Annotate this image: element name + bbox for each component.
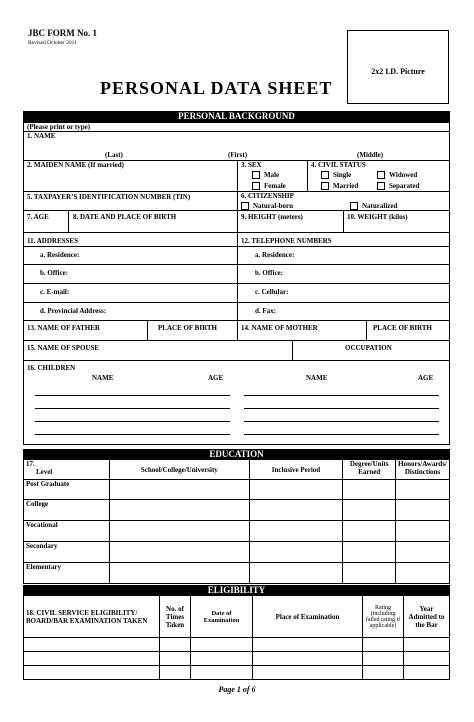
occupation-label: OCCUPATION: [345, 344, 392, 352]
father-label: 13. NAME OF FATHER: [27, 324, 100, 332]
addresses-label: 11. ADDRESSES: [27, 237, 78, 245]
civil-widowed-option[interactable]: Widowed: [377, 171, 417, 179]
name-label: 1. NAME: [27, 132, 56, 140]
section-education: EDUCATION: [23, 449, 450, 459]
page-number: Page 1 of 6: [218, 685, 256, 694]
citizenship-label: 6. CITIZENSHIP: [241, 192, 294, 200]
civil-married-option[interactable]: Married: [321, 182, 358, 190]
school-header: School/College/University: [109, 460, 249, 480]
eligibility-table: [23, 595, 450, 680]
widowed-checkbox[interactable]: [377, 171, 385, 179]
children-name-header-right: NAME: [306, 374, 328, 382]
children-label: 16. CHILDREN: [27, 364, 76, 372]
maiden-name-label: 2. MAIDEN NAME (If married): [27, 161, 125, 169]
level-cell: College: [24, 500, 110, 521]
children-age-header-right: AGE: [418, 374, 434, 382]
child-line[interactable]: [244, 421, 439, 422]
tel-office[interactable]: b. Office:: [255, 269, 283, 277]
degree-header: Degree/Units Earned: [343, 460, 396, 480]
single-checkbox[interactable]: [321, 171, 329, 179]
page-title: PERSONAL DATA SHEET: [100, 78, 333, 98]
last-label: (Last): [105, 151, 123, 159]
tel-residence[interactable]: a. Residence:: [255, 251, 295, 259]
revised-date: Revised October 2011: [28, 40, 77, 46]
times-taken-header: No. of Times Taken: [160, 596, 191, 638]
section-eligibility: ELIGIBILITY: [23, 585, 450, 595]
rating-header: Rating (including failed rating if applicable): [363, 596, 404, 638]
level-cell: Secondary: [24, 542, 110, 563]
section-personal-background: PERSONAL BACKGROUND: [23, 111, 450, 122]
natural-born-option[interactable]: Natural-born: [241, 202, 293, 210]
education-table: [23, 459, 450, 584]
naturalized-option[interactable]: Naturalized: [350, 202, 397, 210]
children-age-header-left: AGE: [208, 374, 224, 382]
address-residence[interactable]: a. Residence:: [40, 251, 80, 259]
child-line[interactable]: [35, 408, 230, 409]
sex-label: 3. SEX: [241, 161, 262, 169]
exam-date-header: Date of Examination: [191, 596, 253, 638]
table-row[interactable]: [24, 638, 450, 652]
address-office[interactable]: b. Office:: [40, 269, 68, 277]
table-row[interactable]: [24, 480, 450, 500]
first-label: (First): [228, 151, 248, 159]
spouse-label: 15. NAME OF SPOUSE: [27, 344, 100, 352]
level-header: 17. Level: [24, 460, 110, 480]
child-line[interactable]: [244, 408, 439, 409]
tel-cellular[interactable]: c. Cellular:: [255, 288, 289, 296]
period-header: Inclusive Period: [249, 460, 343, 480]
exam-place-header: Place of Examination: [253, 596, 363, 638]
birth-label: 8. DATE AND PLACE OF BIRTH: [73, 213, 177, 221]
child-line[interactable]: [244, 395, 439, 396]
child-line[interactable]: [35, 421, 230, 422]
table-row[interactable]: [24, 500, 450, 521]
table-row[interactable]: [24, 521, 450, 542]
male-checkbox[interactable]: [252, 171, 260, 179]
eligibility-header-row: [24, 596, 450, 638]
table-row[interactable]: [24, 563, 450, 584]
level-cell: Vocational: [24, 521, 110, 542]
child-line[interactable]: [35, 434, 230, 435]
age-label: 7. AGE: [27, 213, 49, 221]
address-provincial[interactable]: d. Provincial Address:: [40, 307, 107, 315]
child-line[interactable]: [244, 434, 439, 435]
civil-status-label: 4. CIVIL STATUS: [311, 161, 366, 169]
female-checkbox[interactable]: [252, 182, 260, 190]
eligibility-header: 18. CIVIL SERVICE ELIGIBILITY/ BOARD/BAR EXAMINATION TAKEN: [24, 596, 160, 638]
photo-box[interactable]: [347, 30, 449, 104]
table-row[interactable]: [24, 652, 450, 666]
mother-label: 14. NAME OF MOTHER: [241, 324, 318, 332]
tin-label: 5. TAXPAYER’S IDENTIFICATION NUMBER (TIN): [27, 193, 191, 201]
table-row[interactable]: [24, 666, 450, 680]
child-line[interactable]: [35, 395, 230, 396]
sex-male-option[interactable]: Male: [252, 171, 279, 179]
children-name-header-left: NAME: [92, 374, 114, 382]
middle-label: (Middle): [357, 151, 384, 159]
education-header-row: [24, 460, 450, 480]
mother-pob-label: PLACE OF BIRTH: [373, 324, 433, 332]
honors-header: Honors/Awards/ Distinctions: [396, 460, 450, 480]
print-note: (Please print or type): [27, 123, 91, 131]
telephone-label: 12. TELEPHONE NUMBERS: [241, 237, 332, 245]
year-admitted-header: Year Admitted to the Bar: [404, 596, 450, 638]
table-row[interactable]: [24, 542, 450, 563]
level-cell: Elementary: [24, 563, 110, 584]
weight-label: 10. WEIGHT (kilos): [347, 213, 408, 221]
separated-checkbox[interactable]: [377, 182, 385, 190]
height-label: 9. HEIGHT (meters): [241, 213, 303, 221]
married-checkbox[interactable]: [321, 182, 329, 190]
tel-fax[interactable]: d. Fax:: [255, 307, 276, 315]
photo-label: 2x2 I.D. Picture: [371, 67, 425, 76]
sex-female-option[interactable]: Female: [252, 182, 286, 190]
address-email[interactable]: c. E-mail:: [40, 288, 70, 296]
civil-single-option[interactable]: Single: [321, 171, 351, 179]
level-cell: Post Graduate: [24, 480, 110, 500]
father-pob-label: PLACE OF BIRTH: [158, 324, 218, 332]
form-number: JBC FORM No. 1: [28, 28, 97, 38]
civil-separated-option[interactable]: Separated: [377, 182, 419, 190]
